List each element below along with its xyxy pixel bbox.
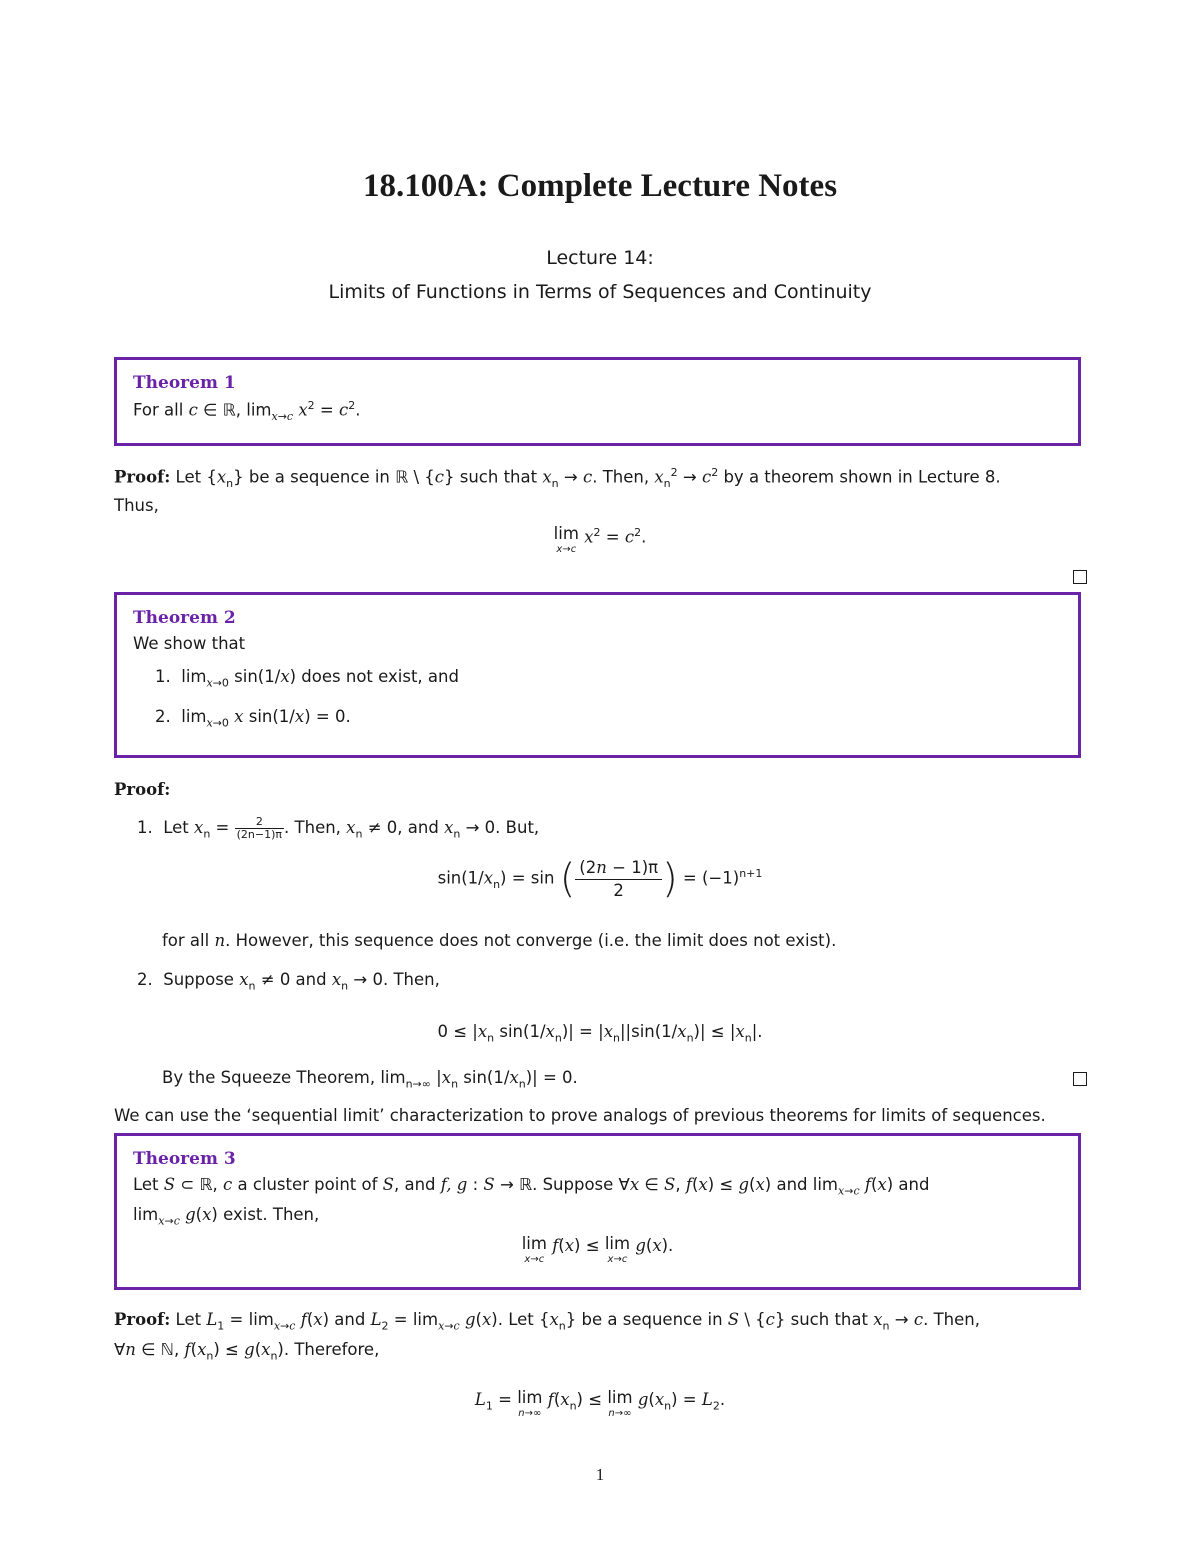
lecture-topic: Limits of Functions in Terms of Sequences and Continuity (328, 281, 872, 303)
page-number: 1 (595, 1465, 605, 1484)
bridge-paragraph: We can use the ‘sequential limit’ characterization to prove analogs of previous theorems for limits of sequences. (114, 1106, 1046, 1125)
proof-1-thus: Thus, (114, 496, 159, 515)
qed-square (1073, 570, 1087, 584)
theorem-2-intro: We show that (133, 634, 246, 653)
theorem-2-item-2: 2. $\lim_{x\to 0} x$ sin(1/x) = 0. (155, 707, 351, 730)
theorem-2-heading: Theorem 2 (133, 608, 236, 628)
lecture-number: Lecture 14: (546, 247, 654, 269)
document-title: 18.100A: Complete Lecture Notes (362, 168, 838, 204)
qed-square (1073, 1072, 1087, 1086)
proof-2-inequality: $0 \le |x_n$ $\sin(1/x_n)| = |x_n||\sin(1/x_n)| \le |x_n|$. (437, 1022, 763, 1045)
proof-3-text-cont: ∀n ∈ ℕ, $f(x_n) \le g(x_n)$. Therefore, (114, 1340, 380, 1363)
proof-2-step-1: 1. Let $x_n$ = $\frac{2}{(2n-1)\pi}$ . Then, $x_n \ne 0$, and $x_n \to 0$. But, (137, 815, 540, 841)
theorem-1-box (114, 357, 1081, 446)
theorem-1-heading: Theorem 1 (133, 373, 236, 393)
theorem-2-box (114, 592, 1081, 758)
theorem-3-conclusion: lim x→c f(x) ≤ lim x→c g(x). (521, 1233, 674, 1265)
proof-2-label: Proof: (114, 780, 171, 799)
proof-2-step-2: 2. Suppose $x_n \ne 0$ and $x_n \to 0$. Then, (137, 970, 440, 993)
proof-1-equation: lim x→c $x^2 = c^2$. (553, 524, 647, 555)
proof-1-text: Proof: Let $\{x_n\}$ be a sequence in ℝ \ {c} such that $x_n \to c$. Then, $x_n^2 \to c^2$ by a theorem shown in Lecture 8. (114, 466, 1001, 490)
theorem-2-item-1: 1. $\lim_{x\to 0} \sin(1/x)$ does not exist, and (155, 667, 459, 690)
theorem-3-box (114, 1133, 1081, 1290)
proof-2-step-1-conclusion: for all n. However, this sequence does not converge (i.e. the limit does not exist). (162, 931, 837, 950)
proof-3-text: Proof: Let $L_1 = \lim_{x\to c} f(x)$ and $L_2 = \lim_{x\to c} g(x)$. Let $\{x_n\}$ be a sequence in S \ {c} such that $x_n \to c$. Then, (114, 1310, 980, 1333)
theorem-3-statement-line-1: Let S ⊂ ℝ, c a cluster point of S, and f, g : S → ℝ. Suppose ∀x ∈ S, f(x) ≤ g(x) and $\lim_{x\to c} f(x)$ and (133, 1175, 930, 1198)
proof-2-sine-equation: $\sin(1/x_n) = \sin$ ( $\frac{(2n - 1)\pi}{2}$ ) = $(-1)^{n+1}$ (437, 856, 763, 902)
proof-3-equation: $L_1 = \lim$ n→∞ $f(x_n) \le \lim$ n→∞ $g(x_n) = L_2$. (474, 1388, 726, 1419)
theorem-3-heading: Theorem 3 (133, 1149, 236, 1169)
theorem-1-statement: For all c ∈ ℝ, $\lim_{x\to c} x^2 = c^2$. (133, 399, 361, 423)
proof-2-squeeze: By the Squeeze Theorem, $\lim_{n\to\infty} |x_n$ $\sin(1/x_n)| = 0$. (162, 1068, 578, 1091)
theorem-3-statement-line-2: $\lim_{x\to c} g(x)$ exist. Then, (133, 1205, 320, 1228)
